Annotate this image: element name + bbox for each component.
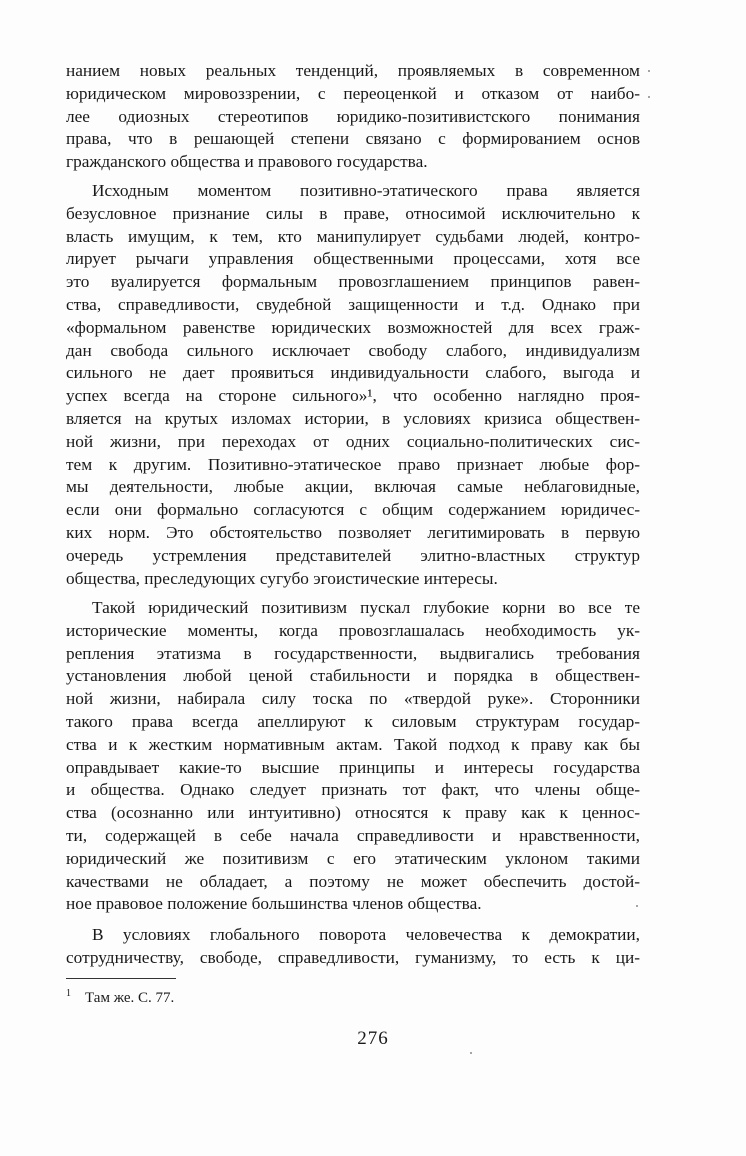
text-line: исторические моменты, когда провозглашалась необходимость ук- xyxy=(66,620,640,640)
text-line: ства и к жестким нормативным актам. Такой подход к праву как бы xyxy=(66,734,640,754)
text-line: если они формально согласуются с общим содержанием юридичес- xyxy=(66,500,640,520)
text-line: ное правовое положение большинства членов общества. xyxy=(66,894,482,914)
text-line: нанием новых реальных тенденций, проявляемых в современном xyxy=(66,61,640,80)
text-line: власть имущим, к тем, кто манипулирует судьбами людей, контро- xyxy=(66,226,640,246)
text-line: тем к другим. Позитивно-этатическое право признает любые фор- xyxy=(66,454,640,474)
text-line: дан свобода сильного исключает свободу слабого, индивидуализм xyxy=(66,340,640,360)
text-line: ства, справедливости, свудебной защищенности и т.д. Однако при xyxy=(66,294,640,314)
text-line: лее одиозных стереотипов юридико-позитивистского понимания xyxy=(66,106,640,126)
text-line: ной жизни, при переходах от одних социально-политических сис- xyxy=(66,431,640,451)
scan-speck xyxy=(470,1052,472,1054)
text-line: юридическом мировоззрении, с переоценкой и отказом от наибо- xyxy=(66,83,640,103)
text-line: мы деятельности, любые акции, включая самые неблаговидные, xyxy=(66,477,640,497)
page-number: 276 xyxy=(357,1028,389,1049)
paragraph-continuation xyxy=(66,60,640,174)
text-line: лирует рычаги управления общественными процессами, хотя все xyxy=(66,249,640,269)
footnote-divider xyxy=(66,978,176,979)
text-line: Исходным моментом позитивно-этатического права является xyxy=(92,181,640,200)
text-line: такого права всегда апеллируют к силовым структурам государ- xyxy=(66,711,640,731)
text-line: права, что в решающей степени связано с формированием основ xyxy=(66,129,640,149)
text-line: вляется на крутых изломах истории, в условиях кризиса обществен- xyxy=(66,408,640,428)
text-line: ких норм. Это обстоятельство позволяет легитимировать в первую xyxy=(66,522,640,542)
text-line: репления этатизма в государственности, выдвигались требования xyxy=(66,643,640,663)
footnote xyxy=(66,984,174,1008)
text-line: оправдывает какие-то высшие принципы и интересы государства xyxy=(66,757,640,777)
paragraph-positivist-etatic-law xyxy=(66,180,640,590)
text-line: Такой юридический позитивизм пускал глубокие корни во все те xyxy=(92,598,640,617)
text-line: ства (осознанно или интуитивно) относятся к праву как к ценнос- xyxy=(66,803,640,823)
text-line: сотрудничеству, свободе, справедливости, гуманизму, то есть к ци- xyxy=(66,947,640,967)
text-line: сильного не дает проявиться индивидуальности слабого, выгода и xyxy=(66,363,640,383)
text-line: успех всегда на стороне сильного»¹, что особенно наглядно проя- xyxy=(66,386,640,406)
text-line: ти, содержащей в себе начала справедливости и нравственности, xyxy=(66,825,640,845)
paragraph-legal-positivism xyxy=(66,597,640,916)
text-line: юридический же позитивизм с его этатическим уклоном такими xyxy=(66,848,640,868)
text-line: В условиях глобального поворота человечества к демократии, xyxy=(92,925,640,944)
text-line: «формальном равенстве юридических возможностей для всех граж- xyxy=(66,317,640,337)
scan-speck xyxy=(648,96,650,98)
footnote-text: Там же. С. 77. xyxy=(85,990,175,1006)
text-line: общества, преследующих сугубо эгоистические интересы. xyxy=(66,568,498,588)
text-line: установления любой ценой стабильности и порядка в обществен- xyxy=(66,666,640,686)
text-line: качествами не обладает, а поэтому не может обеспечить достой- xyxy=(66,871,640,891)
paragraph-democracy-turn xyxy=(66,924,640,970)
scan-speck xyxy=(636,905,638,907)
text-line: это вуалируется формальным провозглашением принципов равен- xyxy=(66,272,640,292)
text-line: безусловное признание силы в праве, относимой исключительно к xyxy=(66,203,640,223)
text-line: и общества. Однако следует признать тот факт, что члены обще- xyxy=(66,780,640,800)
text-line: очередь устремления представителей элитно-властных структур xyxy=(66,545,640,565)
scan-speck xyxy=(648,70,650,72)
footnote-marker: 1 xyxy=(66,988,71,999)
text-line: ной жизни, набирала силу тоска по «твердой руке». Сторонники xyxy=(66,689,640,709)
text-line: гражданского общества и правового государства. xyxy=(66,152,428,172)
